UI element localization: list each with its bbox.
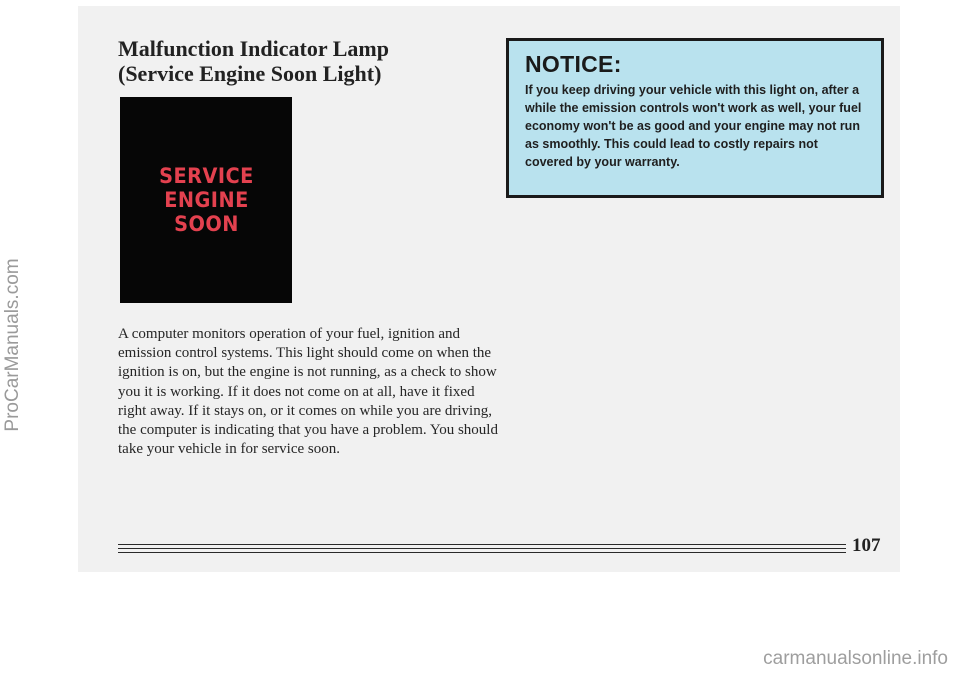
section-heading	[118, 36, 389, 86]
notice-box	[506, 38, 884, 198]
lamp-label-line-1: SERVICE	[158, 164, 254, 188]
heading-line-1: Malfunction Indicator Lamp	[118, 36, 389, 61]
footer-rule	[118, 552, 846, 553]
service-engine-soon-lamp-image	[120, 97, 292, 303]
footer-site-text: carmanualsonline.info	[763, 648, 948, 669]
lamp-label	[159, 164, 254, 236]
heading-line-2: (Service Engine Soon Light)	[118, 61, 382, 86]
notice-title: NOTICE:	[525, 51, 622, 77]
footer-rule	[118, 544, 846, 545]
page-number: 107	[852, 535, 881, 556]
lamp-label-line-2: ENGINE	[163, 188, 249, 212]
lamp-label-line-3: SOON	[173, 212, 239, 236]
watermark-text: ProCarManuals.com	[2, 258, 23, 432]
footer-rule	[118, 548, 846, 549]
notice-text: If you keep driving your vehicle with this light on, after a while the emission controls won't work as well, your fuel economy won't be as good and your engine may not run as smoothly. This could lead to costly repairs not covered by your warranty.	[525, 83, 862, 169]
description-paragraph: A computer monitors operation of your fuel, ignition and emission control systems. This light should come on when the ignition is on, but the engine is not running, as a check to show you it is working. If it does not come on at all, have it fixed right away. If it stays on, or it comes on while you are driving, the computer is indicating that you have a problem. You should take your vehicle in for service soon.	[118, 326, 498, 458]
